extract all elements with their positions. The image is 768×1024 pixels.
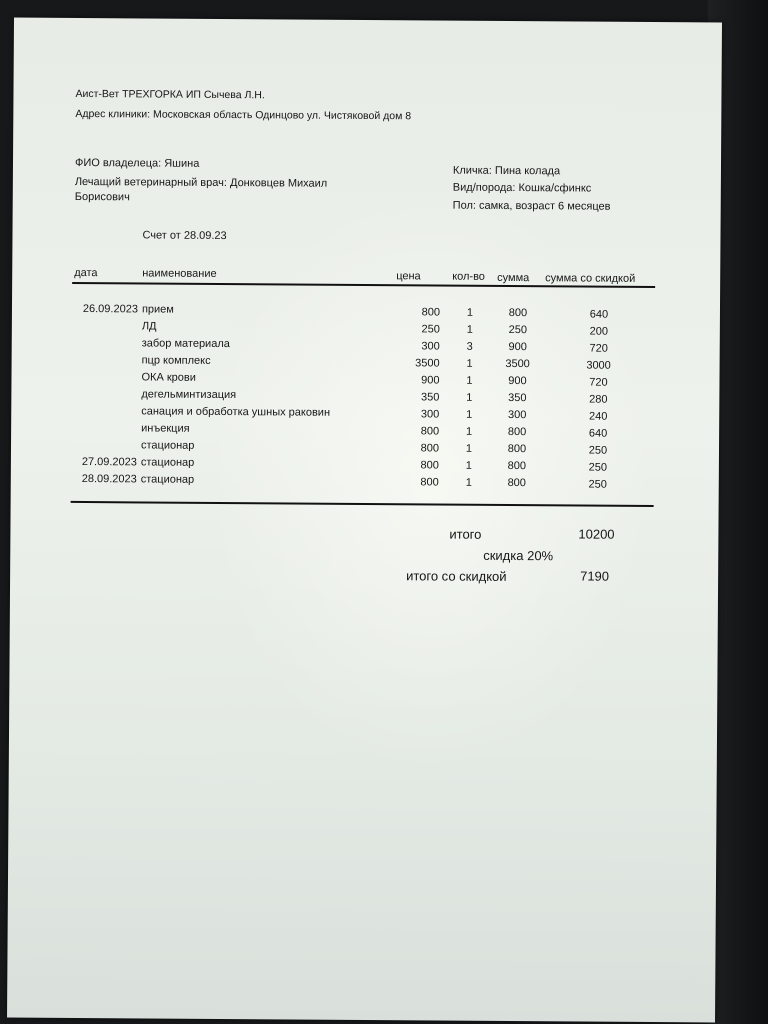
table-cell-price: 250 — [421, 323, 440, 336]
pet-sex-age: Пол: самка, возраст 6 месяцев — [452, 199, 611, 213]
table-cell-sum-discount: 250 — [588, 444, 608, 457]
table-cell-name: ЛД — [141, 320, 157, 333]
table-cell-qty: 1 — [465, 476, 472, 489]
total-discount-value: 7190 — [580, 568, 610, 584]
table-cell-sum: 800 — [507, 459, 527, 473]
table-cell-sum: 800 — [507, 442, 527, 456]
table-cell-price: 3500 — [415, 357, 440, 370]
table-cell-sum-discount: 250 — [588, 478, 607, 491]
owner-name: ФИО владелеца: Яшина — [74, 156, 200, 170]
table-cell-sum-discount: 250 — [588, 461, 608, 474]
clinic-address: Адрес клиники: Московская область Одинцово ул. Чистяковой дом 8 — [75, 107, 412, 123]
table-cell-name: прием — [141, 303, 174, 316]
total-value: 10200 — [578, 526, 615, 542]
table-cell-sum-discount: 280 — [589, 393, 608, 406]
table-cell-name: стационар — [140, 456, 195, 469]
table-cell-price: 350 — [420, 391, 440, 404]
table-cell-sum: 900 — [508, 374, 527, 388]
col-header-sum-discount: сумма со скидкой — [545, 272, 636, 285]
table-cell-qty: 3 — [466, 340, 473, 353]
table-cell-name: стационар — [140, 473, 195, 486]
table-cell-price: 300 — [421, 340, 440, 353]
invoice-paper — [7, 18, 722, 1023]
table-cell-price: 800 — [420, 459, 439, 472]
doctor-line-2: Борисович — [74, 190, 130, 204]
table-cell-sum-discount: 640 — [589, 308, 609, 321]
table-cell-price: 800 — [420, 476, 439, 489]
table-cell-sum-discount: 240 — [589, 410, 608, 423]
table-cell-name: пцр комплекс — [141, 354, 211, 367]
total-discount-label: итого со скидкой — [406, 568, 507, 584]
table-cell-qty: 1 — [466, 391, 473, 404]
table-cell-qty: 1 — [465, 442, 473, 455]
pet-nickname: Кличка: Пина колада — [452, 164, 561, 178]
table-cell-qty: 1 — [466, 306, 474, 319]
table-cell-sum-discount: 720 — [589, 376, 608, 389]
table-cell-sum: 800 — [508, 306, 528, 320]
table-cell-date: 28.09.2023 — [81, 473, 137, 486]
table-cell-qty: 1 — [466, 374, 473, 387]
table-cell-qty: 1 — [466, 408, 473, 421]
table-cell-name: стационар — [140, 439, 195, 452]
col-header-price: цена — [396, 270, 421, 283]
table-cell-name: инъекция — [141, 422, 190, 435]
table-cell-qty: 1 — [466, 323, 473, 336]
table-cell-price: 300 — [420, 408, 440, 421]
table-cell-name: дегельминтизация — [141, 388, 237, 402]
table-cell-price: 800 — [421, 306, 441, 319]
table-cell-sum-discount: 3000 — [586, 359, 611, 372]
col-header-name: наименование — [142, 267, 217, 280]
table-cell-sum-discount: 200 — [589, 325, 609, 338]
clinic-name: Аист-Вет ТРЕХГОРКА ИП Сычева Л.Н. — [75, 87, 265, 102]
pet-breed: Вид/порода: Кошка/сфинкс — [452, 181, 592, 195]
table-cell-sum: 250 — [508, 323, 528, 337]
table-cell-qty: 1 — [466, 357, 473, 370]
table-cell-qty: 1 — [465, 459, 472, 472]
table-cell-name: санация и обработка ушных раковин — [141, 405, 331, 419]
table-cell-sum: 300 — [508, 408, 527, 422]
table-cell-sum: 800 — [507, 476, 526, 490]
table-cell-name: ОКА крови — [141, 371, 196, 384]
table-cell-sum-discount: 720 — [589, 342, 608, 355]
col-header-qty: кол-во — [452, 270, 485, 283]
doctor-line-1: Лечащий ветеринарный врач: Донковцев Михаил — [74, 175, 328, 190]
table-cell-sum: 900 — [508, 340, 527, 354]
table-cell-name: забор материала — [141, 337, 230, 351]
invoice-title: Счет от 28.09.23 — [142, 229, 227, 243]
table-cell-qty: 1 — [466, 425, 473, 438]
discount-label: скидка 20% — [483, 547, 554, 564]
table-cell-date: 27.09.2023 — [81, 456, 137, 469]
col-header-sum: сумма — [497, 271, 530, 285]
table-cell-price: 900 — [421, 374, 440, 387]
table-cell-price: 800 — [420, 442, 440, 455]
table-cell-price: 800 — [420, 425, 440, 438]
table-cell-sum: 350 — [508, 391, 527, 405]
table-cell-date: 26.09.2023 — [82, 303, 139, 316]
table-cell-sum-discount: 640 — [588, 427, 608, 440]
table-cell-sum: 3500 — [505, 357, 530, 371]
total-label: итого — [449, 526, 482, 542]
table-cell-sum: 800 — [507, 425, 527, 439]
col-header-date: дата — [74, 266, 98, 280]
bottom-rule — [71, 501, 654, 507]
